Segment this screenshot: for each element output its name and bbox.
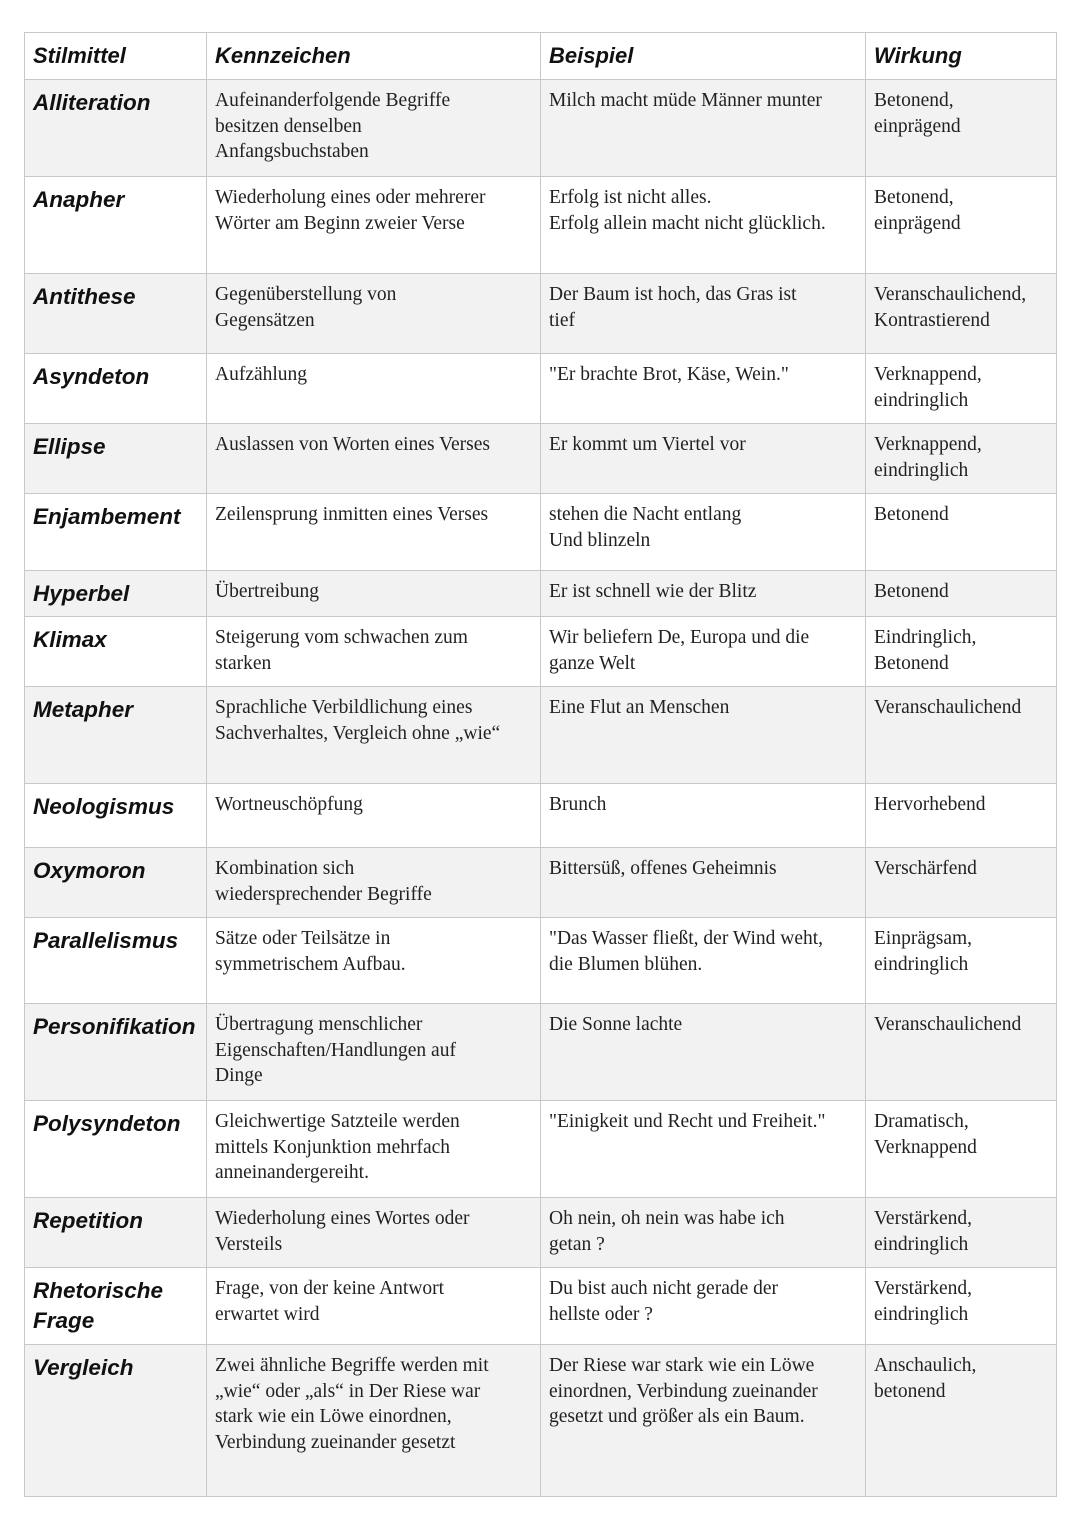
term-cell: Vergleich [25, 1345, 207, 1497]
table-row [25, 1268, 1057, 1345]
effect-cell: Anschaulich, betonend [866, 1345, 1057, 1497]
table-row [25, 424, 1057, 494]
feature-cell: Wiederholung eines oder mehrerer Wörter am Beginn zweier Verse [207, 177, 541, 274]
term-cell: Asyndeton [25, 354, 207, 424]
feature-cell: Steigerung vom schwachen zum starken [207, 617, 541, 687]
feature-cell: Wortneuschöpfung [207, 784, 541, 848]
example-cell: Brunch [541, 784, 866, 848]
example-cell: stehen die Nacht entlang Und blinzeln [541, 494, 866, 571]
term-cell: Anapher [25, 177, 207, 274]
feature-cell: Aufzählung [207, 354, 541, 424]
feature-cell: Frage, von der keine Antwort erwartet wird [207, 1268, 541, 1345]
effect-cell: Veranschaulichend, Kontrastierend [866, 274, 1057, 354]
example-cell: Du bist auch nicht gerade der hellste oder ? [541, 1268, 866, 1345]
example-cell: Der Baum ist hoch, das Gras ist tief [541, 274, 866, 354]
effect-cell: Betonend [866, 494, 1057, 571]
table-row [25, 1101, 1057, 1198]
feature-cell: Aufeinanderfolgende Begriffe besitzen denselben Anfangsbuchstaben [207, 80, 541, 177]
feature-cell: Auslassen von Worten eines Verses [207, 424, 541, 494]
effect-cell: Verstärkend, eindringlich [866, 1268, 1057, 1345]
effect-cell: Betonend, einprägend [866, 177, 1057, 274]
term-cell: Parallelismus [25, 918, 207, 1004]
table-row [25, 918, 1057, 1004]
effect-cell: Betonend, einprägend [866, 80, 1057, 177]
table-row [25, 274, 1057, 354]
feature-cell: Sätze oder Teilsätze in symmetrischem Aufbau. [207, 918, 541, 1004]
term-cell: Metapher [25, 687, 207, 784]
term-cell: Personifikation [25, 1004, 207, 1101]
effect-cell: Dramatisch, Verknappend [866, 1101, 1057, 1198]
term-cell: Polysyndeton [25, 1101, 207, 1198]
table-row [25, 177, 1057, 274]
feature-cell: Wiederholung eines Wortes oder Versteils [207, 1198, 541, 1268]
example-cell: Wir beliefern De, Europa und die ganze Welt [541, 617, 866, 687]
table-row [25, 1004, 1057, 1101]
term-cell: Ellipse [25, 424, 207, 494]
table-row [25, 354, 1057, 424]
effect-cell: Veranschaulichend [866, 687, 1057, 784]
term-cell: Repetition [25, 1198, 207, 1268]
term-cell: Rhetorische Frage [25, 1268, 207, 1345]
effect-cell: Verschärfend [866, 848, 1057, 918]
table-row [25, 1345, 1057, 1497]
effect-cell: Einprägsam, eindringlich [866, 918, 1057, 1004]
effect-cell: Betonend [866, 571, 1057, 617]
table-row [25, 80, 1057, 177]
table-row [25, 687, 1057, 784]
example-cell: Der Riese war stark wie ein Löwe einordnen, Verbindung zueinander gesetzt und größer als ein Baum. [541, 1345, 866, 1497]
example-cell: Er ist schnell wie der Blitz [541, 571, 866, 617]
example-cell: Milch macht müde Männer munter [541, 80, 866, 177]
example-cell: Eine Flut an Menschen [541, 687, 866, 784]
stilmittel-table [24, 32, 1057, 1497]
table-row [25, 617, 1057, 687]
header-beispiel: Beispiel [541, 33, 866, 80]
term-cell: Hyperbel [25, 571, 207, 617]
table-row [25, 1198, 1057, 1268]
header-wirkung: Wirkung [866, 33, 1057, 80]
term-cell: Klimax [25, 617, 207, 687]
effect-cell: Verstärkend, eindringlich [866, 1198, 1057, 1268]
header-row [25, 33, 1057, 80]
table-row [25, 571, 1057, 617]
feature-cell: Gleichwertige Satzteile werden mittels Konjunktion mehrfach anneinandergereiht. [207, 1101, 541, 1198]
effect-cell: Veranschaulichend [866, 1004, 1057, 1101]
table-row [25, 848, 1057, 918]
feature-cell: Übertreibung [207, 571, 541, 617]
feature-cell: Sprachliche Verbildlichung eines Sachverhaltes, Vergleich ohne „wie“ [207, 687, 541, 784]
effect-cell: Verknappend, eindringlich [866, 354, 1057, 424]
table-row [25, 494, 1057, 571]
example-cell: Die Sonne lachte [541, 1004, 866, 1101]
effect-cell: Verknappend, eindringlich [866, 424, 1057, 494]
table-row [25, 784, 1057, 848]
example-cell: Er kommt um Viertel vor [541, 424, 866, 494]
term-cell: Neologismus [25, 784, 207, 848]
feature-cell: Gegenüberstellung von Gegensätzen [207, 274, 541, 354]
example-cell: "Er brachte Brot, Käse, Wein." [541, 354, 866, 424]
term-cell: Antithese [25, 274, 207, 354]
effect-cell: Hervorhebend [866, 784, 1057, 848]
effect-cell: Eindringlich, Betonend [866, 617, 1057, 687]
example-cell: Oh nein, oh nein was habe ich getan ? [541, 1198, 866, 1268]
term-cell: Oxymoron [25, 848, 207, 918]
header-kennzeichen: Kennzeichen [207, 33, 541, 80]
term-cell: Enjambement [25, 494, 207, 571]
example-cell: "Das Wasser fließt, der Wind weht, die Blumen blühen. [541, 918, 866, 1004]
example-cell: Bittersüß, offenes Geheimnis [541, 848, 866, 918]
example-cell: Erfolg ist nicht alles. Erfolg allein macht nicht glücklich. [541, 177, 866, 274]
term-cell: Alliteration [25, 80, 207, 177]
feature-cell: Zeilensprung inmitten eines Verses [207, 494, 541, 571]
header-stilmittel: Stilmittel [25, 33, 207, 80]
example-cell: "Einigkeit und Recht und Freiheit." [541, 1101, 866, 1198]
feature-cell: Zwei ähnliche Begriffe werden mit „wie“ oder „als“ in Der Riese war stark wie ein Löwe einordnen, Verbindung zueinander gesetzt [207, 1345, 541, 1497]
feature-cell: Übertragung menschlicher Eigenschaften/Handlungen auf Dinge [207, 1004, 541, 1101]
feature-cell: Kombination sich wiedersprechender Begriffe [207, 848, 541, 918]
